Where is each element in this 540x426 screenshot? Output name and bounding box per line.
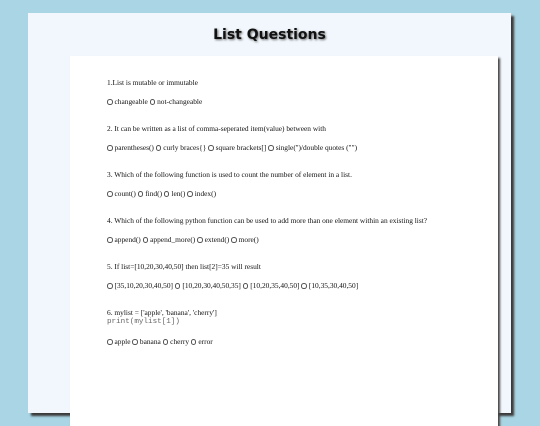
question-2	[107, 124, 498, 152]
options-list	[107, 337, 498, 346]
radio-button[interactable]	[231, 237, 237, 243]
option-label: append()	[114, 235, 141, 244]
radio-button[interactable]	[208, 145, 214, 151]
option-label: banana	[139, 337, 161, 346]
options-list	[107, 235, 498, 244]
option-label: count()	[114, 189, 136, 198]
radio-button[interactable]	[107, 145, 113, 151]
question-text: 2. It can be written as a list of comma-seperated item(value) between with	[107, 124, 326, 133]
option-label: square brackets[]	[215, 143, 267, 152]
option-label: len()	[171, 189, 186, 198]
radio-button[interactable]	[107, 191, 113, 197]
radio-button[interactable]	[197, 237, 203, 243]
option-label: apple	[114, 337, 131, 346]
radio-button[interactable]	[243, 283, 249, 289]
question-1	[107, 78, 498, 106]
code-snippet: print(mylist[1])	[107, 318, 180, 326]
radio-button[interactable]	[301, 283, 307, 289]
question-text: 1.List is mutable or immutable	[107, 78, 198, 87]
radio-button[interactable]	[175, 283, 181, 289]
radio-button[interactable]	[138, 191, 144, 197]
page-title: List Questions	[213, 27, 326, 43]
option-label: extend()	[204, 235, 230, 244]
option-label: find()	[145, 189, 163, 198]
question-text: 4. Which of the following python function can be used to add more than one element within an existing list?	[107, 216, 428, 225]
radio-button[interactable]	[143, 237, 149, 243]
radio-button[interactable]	[191, 339, 197, 345]
radio-button[interactable]	[107, 99, 113, 105]
options-list	[107, 143, 498, 152]
radio-button[interactable]	[150, 99, 156, 105]
radio-button[interactable]	[132, 339, 138, 345]
radio-button[interactable]	[107, 339, 113, 345]
question-6	[107, 308, 498, 346]
option-label: [35,10,20,30,40,50]	[114, 281, 174, 290]
radio-button[interactable]	[107, 283, 113, 289]
option-label: [10,20,30,40,50,35]	[182, 281, 241, 290]
radio-button[interactable]	[163, 339, 169, 345]
option-label: [10,20,35,40,50]	[250, 281, 300, 290]
option-label: append_more()	[150, 235, 196, 244]
radio-button[interactable]	[187, 191, 193, 197]
question-text: 6. mylist = ['apple', 'banana', 'cherry']	[107, 308, 217, 317]
question-3	[107, 170, 498, 198]
option-label: not-changeable	[157, 97, 203, 106]
option-label: more()	[238, 235, 259, 244]
radio-button[interactable]	[164, 191, 170, 197]
option-label: index()	[194, 189, 217, 198]
option-label: cherry	[170, 337, 190, 346]
question-5	[107, 262, 498, 290]
options-list	[107, 189, 498, 198]
question-4	[107, 216, 498, 244]
radio-button[interactable]	[268, 145, 274, 151]
questions-card	[70, 56, 498, 426]
option-label: parentheses()	[114, 143, 154, 152]
option-label: [10,35,30,40,50]	[308, 281, 359, 290]
radio-button[interactable]	[107, 237, 113, 243]
option-label: error	[198, 337, 213, 346]
question-text: 3. Which of the following function is used to count the number of element in a list.	[107, 170, 352, 179]
quiz-window	[28, 13, 511, 413]
radio-button[interactable]	[156, 145, 162, 151]
options-list	[107, 97, 498, 106]
option-label: curly braces{}	[163, 143, 207, 152]
question-text: 5. If list=[10,20,30,40,50] then list[2]=35 will result	[107, 262, 261, 271]
options-list	[107, 281, 498, 290]
option-label: single('')/double quotes ("")	[275, 143, 358, 152]
option-label: changeable	[114, 97, 148, 106]
